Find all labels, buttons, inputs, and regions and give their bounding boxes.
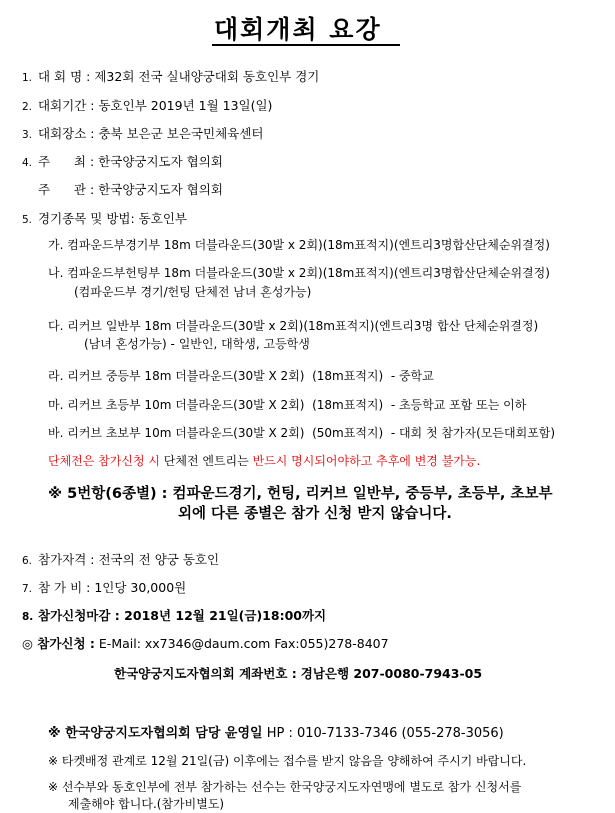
entry-limit-line1: ※ 5번항(6종별) : 컴파운드경기, 헌팅, 리커브 일반부, 중등부, 초등부, 초보부 — [48, 486, 553, 502]
event-da-note: (남녀 혼성가능) - 일반인, 대학생, 고등학생 — [84, 337, 310, 351]
event-ba: 바. 리커브 초보부 10m 더블라운드(30발 X 2회) (50m표적지) - 대회 첫 참가자(모든대회포함) — [48, 426, 556, 440]
title-underline — [212, 44, 400, 46]
item-qualification: 6. 참가자격 : 전국의 전 양궁 동호인 — [22, 552, 220, 567]
contact-line: ※ 한국양궁지도자협의회 담당 윤영일 HP : 010-7133-7346 (055-278-3056) — [48, 726, 504, 741]
item-period: 2. 대회기간 : 동호인부 2019년 1월 13일(일) — [22, 98, 273, 113]
entry-limit-line2: 외에 다른 종별은 참가 신청 받지 않습니다. — [178, 506, 452, 522]
footnote-target: ※ 타켓배정 관계로 12월 21일(금) 이후에는 접수를 받지 않음을 양해하여 주시기 바랍니다. — [48, 754, 527, 768]
item-apply: ◎ 참가신청 : E-Mail: xx7346@daum.com Fax:055)278-8407 — [22, 636, 389, 651]
page-title: 대회개최 요강 — [214, 15, 382, 44]
item-fee: 7. 참 가 비 : 1인당 30,000원 — [22, 580, 187, 595]
event-ga: 가. 컴파운드부경기부 18m 더블라운드(30발 x 2회)(18m표적지)(엔트리3명합산단체순위결정) — [48, 238, 550, 252]
team-notice: 단체전은 참가신청 시 단체전 엔트리는 반드시 명시되어야하고 추후에 변경 불가능. — [48, 454, 481, 468]
item-venue: 3. 대회장소 : 충북 보은군 보은국민체육센터 — [22, 126, 264, 141]
item-events: 5. 경기종목 및 방법: 동호인부 — [22, 211, 187, 226]
event-ma: 마. 리커브 초등부 10m 더블라운드(30발 X 2회) (18m표적지) - 초등학교 포함 또는 이하 — [48, 398, 527, 412]
item-organizer: 주 관 : 한국양궁지도자 협의회 — [38, 182, 223, 197]
item-host: 4. 주 최 : 한국양궁지도자 협의회 — [22, 154, 223, 169]
item-account: 한국양궁지도자협의회 계좌번호 : 경남은행 207-0080-7943-05 — [114, 666, 483, 681]
item-name: 1. 대 회 명 : 제32회 전국 실내양궁대회 동호인부 경기 — [22, 69, 320, 84]
event-na: 나. 컴파운드부헌팅부 18m 더블라운드(30발 x 2회)(18m표적지)(엔트리3명합산단체순위결정) — [48, 266, 550, 280]
footnote-registration-cont: 제출해야 합니다.(참가비별도) — [68, 797, 225, 811]
item-deadline: 8. 참가신청마감 : 2018년 12월 21일(금)18:00까지 — [22, 608, 327, 623]
event-ra: 라. 리커브 중등부 18m 더블라운드(30발 X 2회) (18m표적지) - 중학교 — [48, 369, 434, 383]
footnote-registration: ※ 선수부와 동호인부에 전부 참가하는 선수는 한국양궁지도자연맹에 별도로 참가 신청서를 — [48, 780, 522, 794]
event-da: 다. 리커브 일반부 18m 더블라운드(30발 x 2회)(18m표적지)(엔트리3명 합산 단체순위결정) — [48, 319, 539, 333]
event-na-note: (컴파운드부 경기/헌팅 단체전 남녀 혼성가능) — [74, 285, 312, 299]
